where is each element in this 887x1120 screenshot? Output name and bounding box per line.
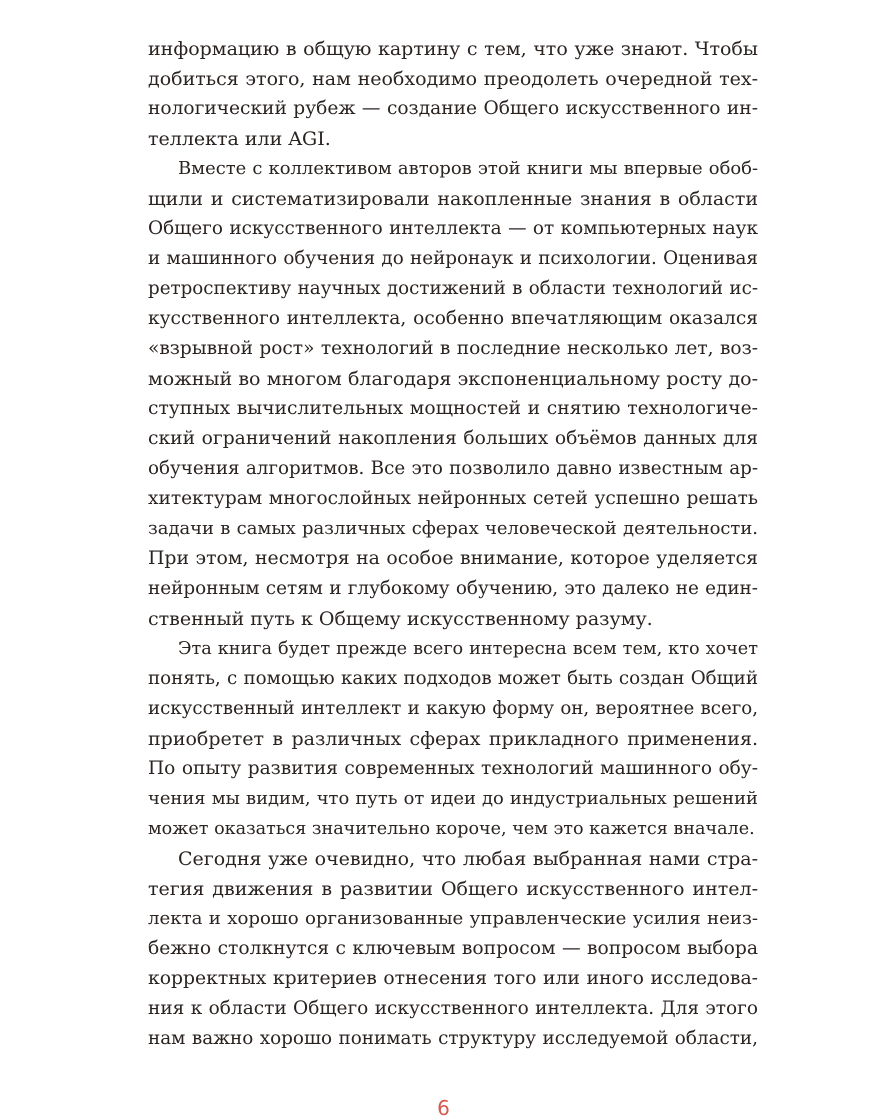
text-line: задачи в самых различных сферах человеческой деятельности. — [148, 518, 758, 539]
text-line: обучения алгоритмов. Все это позволило давно известным ар- — [148, 458, 758, 479]
text-line: понять, с помощью каких подходов может быть создан Общий — [148, 668, 758, 689]
text-line: искусственный интеллект и какую форму он, вероятнее всего, — [148, 698, 758, 719]
text-line: чения мы видим, что путь от идеи до индустриальных решений — [148, 788, 758, 809]
paragraph — [148, 154, 758, 634]
paragraph — [148, 34, 758, 154]
text-line: тегия движения в развитии Общего искусственного интел- — [148, 878, 758, 900]
body-text — [148, 34, 758, 1054]
text-line: информацию в общую картину с тем, что уже знают. Чтобы — [148, 38, 758, 60]
text-line: хитектурам многослойных нейронных сетей успешно решать — [148, 488, 758, 509]
text-line: кусственного интеллекта, особенно впечатляющим оказался — [148, 308, 758, 329]
paragraph — [148, 634, 758, 844]
text-line: щили и систематизировали накопленные знания в области — [148, 188, 758, 210]
text-line: может оказаться значительно короче, чем это кажется вначале. — [148, 819, 755, 839]
text-line: ния к области Общего искусственного интеллекта. Для этого — [148, 998, 758, 1019]
text-line: По опыту развития современных технологий машинного обу- — [148, 758, 758, 779]
text-line: корректных критериев отнесения того или иного исследова- — [148, 968, 758, 989]
text-line: нологический рубеж — создание Общего искусственного ин- — [148, 98, 758, 119]
text-line: приобретет в различных сферах прикладного применения. — [148, 728, 758, 750]
text-line: нам важно хорошо понимать структуру исследуемой области, — [148, 1028, 758, 1049]
text-line: При этом, несмотря на особое внимание, которое уделяется — [148, 548, 758, 569]
text-line: ступных вычислительных мощностей и снятию технологиче- — [148, 398, 758, 419]
text-line: и машинного обучения до нейронаук и психологии. Оценивая — [148, 248, 758, 269]
text-line: Вместе с коллективом авторов этой книги мы впервые обоб- — [178, 158, 758, 179]
text-line: добиться этого, нам необходимо преодолеть очередной тех- — [148, 68, 758, 90]
text-line: «взрывной рост» технологий в последние несколько лет, воз- — [148, 338, 758, 359]
page-number: 6 — [437, 1096, 450, 1120]
paragraph — [148, 844, 758, 1054]
text-line: нейронным сетям и глубокому обучению, это далеко не един- — [148, 578, 758, 599]
text-line: можный во многом благодаря экспоненциальному росту до- — [148, 368, 758, 390]
text-line: теллекта или AGI. — [148, 128, 331, 150]
text-line: Эта книга будет прежде всего интересна всем тем, кто хочет — [178, 639, 758, 659]
text-line: Общего искусственного интеллекта — от компьютерных наук — [148, 218, 758, 239]
text-line: ретроспективу научных достижений в области технологий ис- — [148, 278, 758, 299]
text-line: ственный путь к Общему искусственному разуму. — [148, 608, 653, 630]
text-line: ский ограничений накопления больших объёмов данных для — [148, 428, 758, 449]
text-line: бежно столкнутся с ключевым вопросом — вопросом выбора — [148, 938, 758, 959]
text-line: Сегодня уже очевидно, что любая выбранная нами стра- — [178, 848, 758, 870]
text-line: лекта и хорошо организованные управленческие усилия неиз- — [148, 908, 758, 929]
